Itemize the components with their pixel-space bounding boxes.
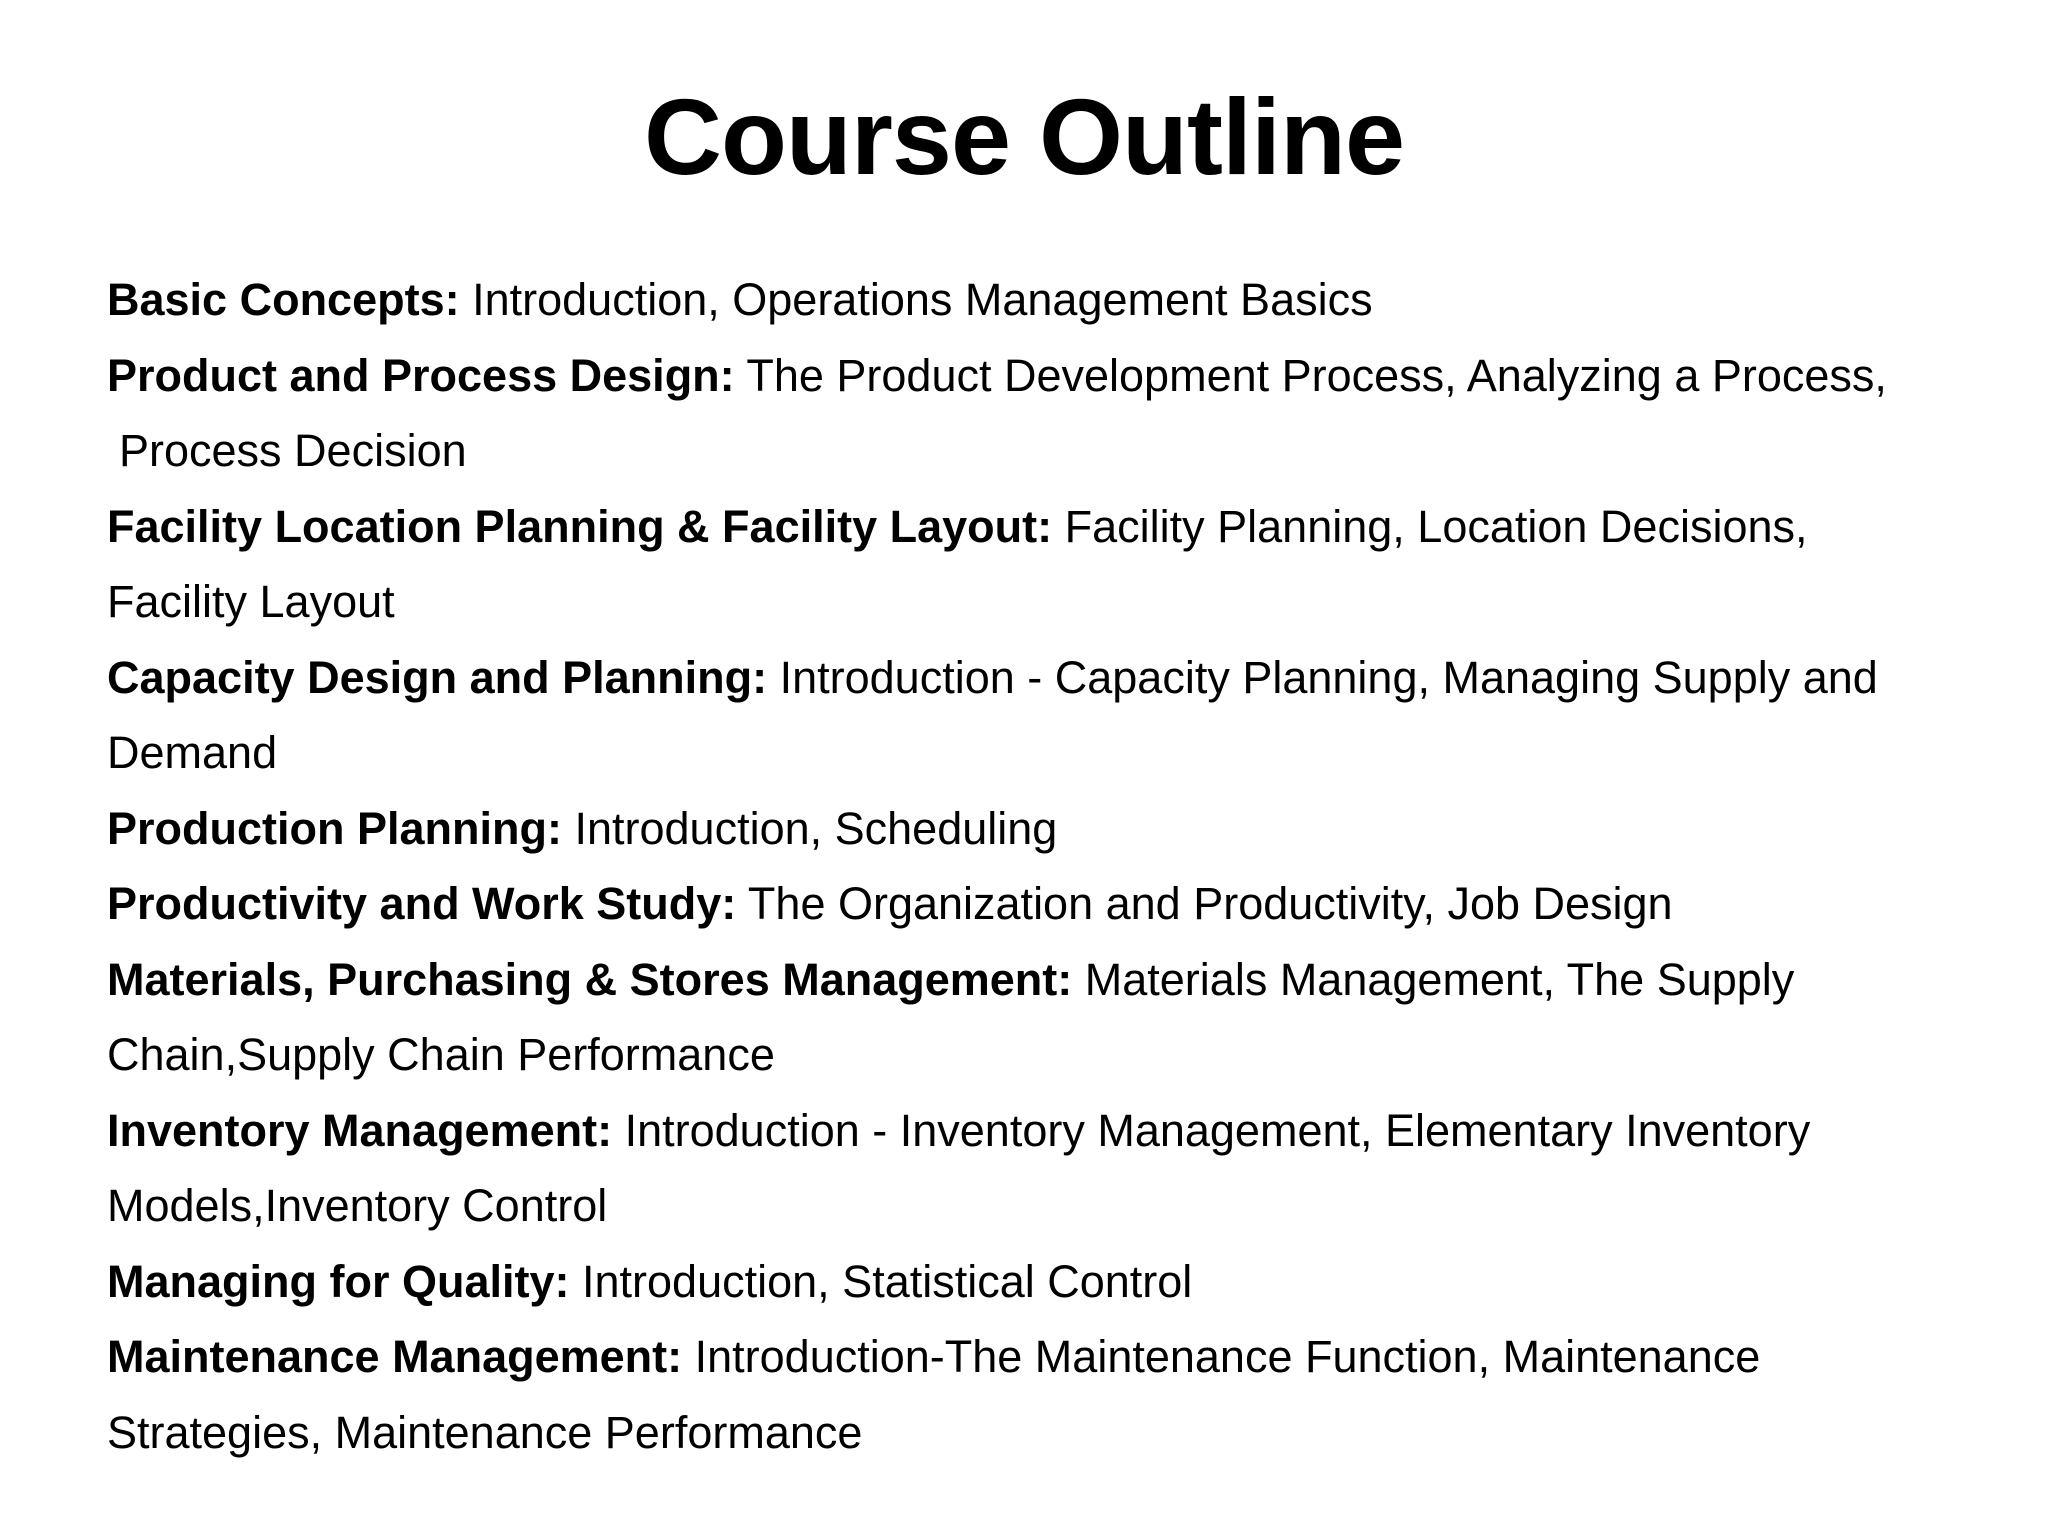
outline-text: Materials Management, The Supply bbox=[1072, 953, 1795, 1005]
outline-topic: Production Planning: bbox=[107, 802, 562, 854]
outline-topic: Product and Process Design: bbox=[107, 349, 735, 401]
outline-item-materials-purchasing bbox=[107, 942, 1967, 1018]
outline-item-capacity-design bbox=[107, 640, 1967, 716]
outline-topic: Facility Location Planning & Facility Layout: bbox=[107, 500, 1053, 552]
outline-continuation: Chain,Supply Chain Performance bbox=[107, 1029, 775, 1080]
outline-continuation: Models,Inventory Control bbox=[107, 1180, 608, 1231]
outline-item-productivity-work-study bbox=[107, 866, 1967, 942]
slide-title: Course Outline bbox=[643, 76, 1405, 197]
outline-text: Introduction, Operations Management Basics bbox=[459, 274, 1373, 325]
outline-topic: Productivity and Work Study: bbox=[107, 878, 737, 929]
outline-continuation: Process Decision bbox=[119, 425, 467, 476]
outline-item-maintenance-management bbox=[107, 1319, 1967, 1395]
outline-item-product-process-design bbox=[107, 338, 1967, 414]
outline-continuation: Demand bbox=[107, 727, 278, 778]
outline-item-facility-location bbox=[107, 489, 1967, 565]
outline-continuation: Strategies, Maintenance Performance bbox=[107, 1406, 863, 1458]
outline-continuation: Facility Layout bbox=[107, 576, 395, 627]
outline-text: Introduction - Capacity Planning, Managing Supply and bbox=[767, 651, 1878, 703]
outline-text: Introduction, Statistical Control bbox=[569, 1255, 1193, 1307]
outline-topic: Maintenance Management: bbox=[107, 1331, 683, 1382]
outline-text: The Product Development Process, Analyzing a Process, bbox=[734, 349, 1887, 401]
outline-text: Facility Planning, Location Decisions, bbox=[1052, 500, 1808, 552]
outline-topic: Managing for Quality: bbox=[107, 1255, 570, 1307]
outline-item-managing-quality bbox=[107, 1244, 1967, 1320]
outline-item-inventory-management bbox=[107, 1093, 1967, 1169]
outline-text: Introduction-The Maintenance Function, Maintenance bbox=[682, 1331, 1761, 1382]
outline-text: Introduction - Inventory Management, Elementary Inventory bbox=[612, 1104, 1811, 1156]
outline-item-production-planning bbox=[107, 791, 1967, 867]
outline-topic: Capacity Design and Planning: bbox=[107, 651, 768, 703]
outline-item-basic-concepts bbox=[107, 262, 1967, 338]
course-outline-list bbox=[107, 262, 1967, 1470]
outline-topic: Inventory Management: bbox=[107, 1104, 613, 1156]
outline-topic: Materials, Purchasing & Stores Management: bbox=[107, 953, 1073, 1005]
outline-text: Introduction, Scheduling bbox=[561, 802, 1058, 854]
outline-topic: Basic Concepts: bbox=[107, 274, 460, 325]
outline-text: The Organization and Productivity, Job Design bbox=[736, 878, 1673, 929]
